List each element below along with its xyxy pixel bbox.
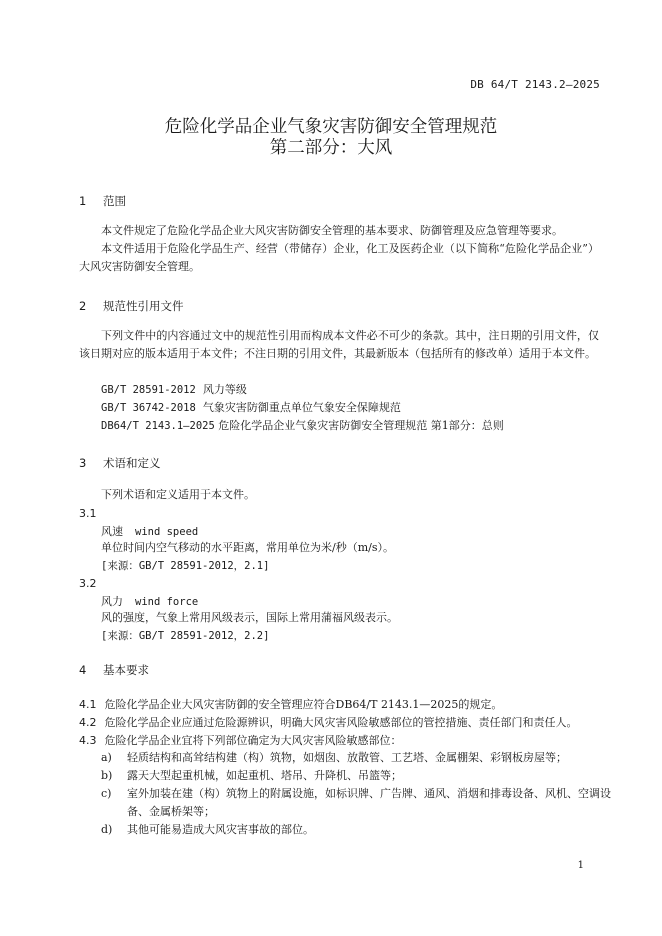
list-marker: c) <box>101 787 112 800</box>
reference-item <box>101 381 247 399</box>
document-subtitle: 第二部分：大风 <box>269 138 393 158</box>
section-heading-scope <box>79 193 126 209</box>
reference-code: GB/T 36742-2018 <box>101 402 196 414</box>
reference-item <box>101 399 401 417</box>
list-text: 轻质结构和高耸结构建（构）筑物，如烟囱、放散管、工艺塔、金属棚架、彩钢板房屋等； <box>127 751 567 764</box>
requirement-text: 危险化学品企业应通过危险源辨识，明确大风灾害风险敏感部位的管控措施、责任部门和责任人。 <box>104 716 578 729</box>
paragraph: 本文件规定了危险化学品企业大风灾害防御安全管理的基本要求、防御管理及应急管理等要求。 <box>101 224 563 237</box>
term-entry <box>101 523 198 539</box>
reference-title: 危险化学品企业气象灾害防御安全管理规范 第1部分：总则 <box>218 419 504 432</box>
term-definition: 单位时间内空气移动的水平距离，常用单位为米/秒（m/s）。 <box>101 541 394 554</box>
reference-code: GB/T 28591-2012 <box>101 384 196 396</box>
requirement-number: 4.2 <box>79 716 97 729</box>
section-title: 术语和定义 <box>103 456 161 470</box>
term-chinese: 风力 <box>101 595 123 608</box>
reference-code: DB64/T 2143.1—2025 <box>101 420 215 432</box>
section-number: 1 <box>79 194 87 208</box>
requirement-item <box>79 696 502 712</box>
reference-item <box>101 417 504 435</box>
term-number: 3.1 <box>79 507 97 520</box>
term-english: wind force <box>135 596 199 608</box>
section-number: 4 <box>79 663 87 677</box>
standard-code: DB 64/T 2143.2—2025 <box>470 78 600 91</box>
term-english: wind speed <box>135 526 199 538</box>
term-number: 3.2 <box>79 577 97 590</box>
term-source: [来源：GB/T 28591-2012，2.1] <box>101 560 270 572</box>
list-marker: b) <box>101 769 113 782</box>
document-title: 危险化学品企业气象灾害防御安全管理规范 <box>164 117 498 137</box>
page-number: 1 <box>577 860 584 871</box>
requirement-number: 4.1 <box>79 698 97 711</box>
requirement-item <box>79 714 578 730</box>
list-text: 室外加装在建（构）筑物上的附属设施，如标识牌、广告牌、通风、消烟和排毒设备、风机、空调设备、金属桥架等； <box>127 787 611 818</box>
list-text: 露天大型起重机械，如起重机、塔吊、升降机、吊篮等； <box>127 769 402 782</box>
requirement-text: 危险化学品企业宜将下列部位确定为大风灾害风险敏感部位： <box>104 734 402 747</box>
section-title: 规范性引用文件 <box>103 299 184 313</box>
list-marker: d) <box>101 823 113 836</box>
paragraph: 下列文件中的内容通过文中的规范性引用而构成本文件必不可少的条款。其中，注日期的引用文件，仅该日期对应的版本适用于本文件；不注日期的引用文件，其最新版本（包括所有的修改单）适用于本文件。 <box>79 329 599 360</box>
paragraph: 下列术语和定义适用于本文件。 <box>101 488 255 501</box>
term-definition: 风的强度，气象上常用风级表示，国际上常用蒲福风级表示。 <box>101 611 398 624</box>
reference-title: 气象灾害防御重点单位气象安全保障规范 <box>202 401 401 414</box>
list-text: 其他可能易造成大风灾害事故的部位。 <box>127 823 314 836</box>
term-entry <box>101 593 198 609</box>
list-marker: a) <box>101 751 112 764</box>
term-source: [来源：GB/T 28591-2012，2.2] <box>101 630 270 642</box>
section-heading-basic-requirements <box>79 662 149 678</box>
paragraph: 本文件适用于危险化学品生产、经营（带储存）企业，化工及医药企业（以下简称“危险化学品企业”）大风灾害防御安全管理。 <box>79 242 599 273</box>
reference-title: 风力等级 <box>202 383 247 396</box>
term-chinese: 风速 <box>101 525 123 538</box>
section-heading-terms <box>79 455 161 471</box>
section-number: 3 <box>79 456 87 470</box>
section-number: 2 <box>79 299 87 313</box>
section-title: 范围 <box>103 194 126 208</box>
section-title: 基本要求 <box>103 663 149 677</box>
requirement-number: 4.3 <box>79 734 97 747</box>
requirement-item <box>79 732 402 748</box>
requirement-text: 危险化学品企业大风灾害防御的安全管理应符合DB64/T 2143.1—2025的规定。 <box>104 698 503 711</box>
section-heading-references <box>79 298 184 314</box>
